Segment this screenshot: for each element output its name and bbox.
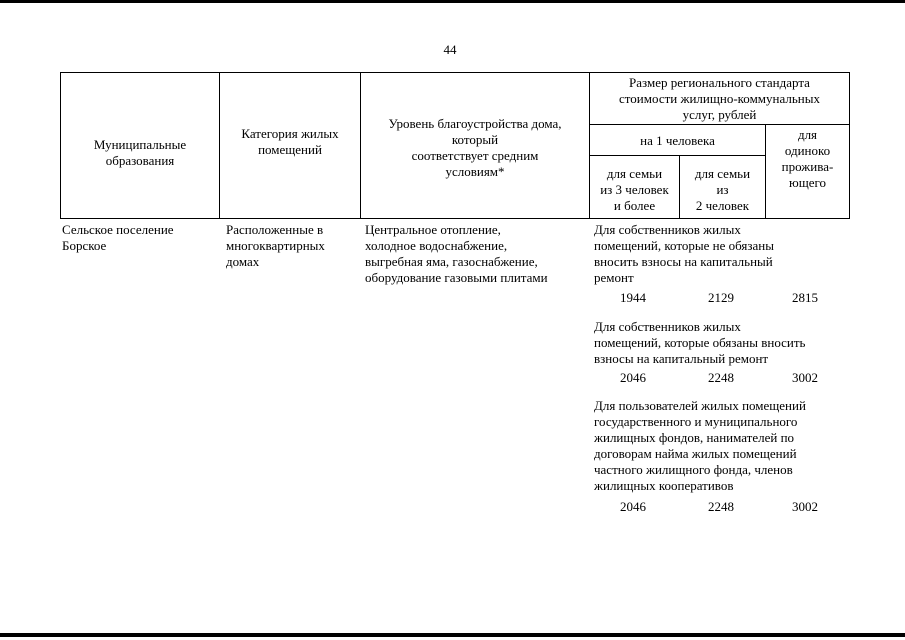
header-municipal: Муниципальные образования xyxy=(93,137,187,168)
top-rule xyxy=(0,0,905,3)
group-3-description: Для пользователей жилых помещений государственного и муниципального жилищных фондов, нанимателей по договорам найма жилых помещений частного жилищного фонда, членов жилищных кооперативов xyxy=(594,398,806,493)
group-2-values xyxy=(590,370,850,386)
header-category: Категория жилых помещений xyxy=(241,126,339,157)
header-single: для одиноко прожива- ющего xyxy=(781,127,834,190)
group-2-family2-value: 2248 xyxy=(708,370,734,385)
header-level: Уровень благоустройства дома, который соответствует средним условиям* xyxy=(388,116,562,179)
group-1-single-value: 2815 xyxy=(792,290,818,305)
header-bottom-line xyxy=(60,218,850,219)
header-per-person: на 1 человека xyxy=(640,133,715,148)
header-mid-line xyxy=(589,124,850,125)
header-top-line xyxy=(60,72,850,73)
header-family2: для семьи из 2 человек xyxy=(694,166,751,213)
row-municipality: Сельское поселение Борское xyxy=(62,222,174,253)
group-3-values xyxy=(590,499,850,515)
row-level: Центральное отопление, холодное водоснабжение, выгребная яма, газоснабжение, оборудование газовыми плитами xyxy=(365,222,548,285)
page-number: 44 xyxy=(443,42,457,57)
header-right-line xyxy=(849,72,850,219)
group-2-description: Для собственников жилых помещений, которые обязаны вносить взносы на капитальный ремонт xyxy=(594,319,806,366)
group-2-single-value: 3002 xyxy=(792,370,818,385)
group-1-family2-value: 2129 xyxy=(708,290,734,305)
header-left-line xyxy=(60,72,61,219)
group-3-single-value: 3002 xyxy=(792,499,818,514)
group-3-family3-value: 2046 xyxy=(620,499,646,514)
header-family3: для семьи из 3 человек и более xyxy=(600,166,669,213)
group-1-description: Для собственников жилых помещений, которые не обязаны вносить взносы на капитальный ремонт xyxy=(594,222,774,285)
header-standard: Размер регионального стандарта стоимости жилищно-коммунальных услуг, рублей xyxy=(619,75,820,122)
row-category: Расположенные в многоквартирных домах xyxy=(226,222,325,269)
group-3-family2-value: 2248 xyxy=(708,499,734,514)
bottom-rule xyxy=(0,633,905,637)
group-2-family3-value: 2046 xyxy=(620,370,646,385)
header-sub-line xyxy=(589,155,765,156)
group-1-values xyxy=(590,290,850,306)
group-1-family3-value: 1944 xyxy=(620,290,646,305)
header-divider-2 xyxy=(360,72,361,219)
header-divider-1 xyxy=(219,72,220,219)
